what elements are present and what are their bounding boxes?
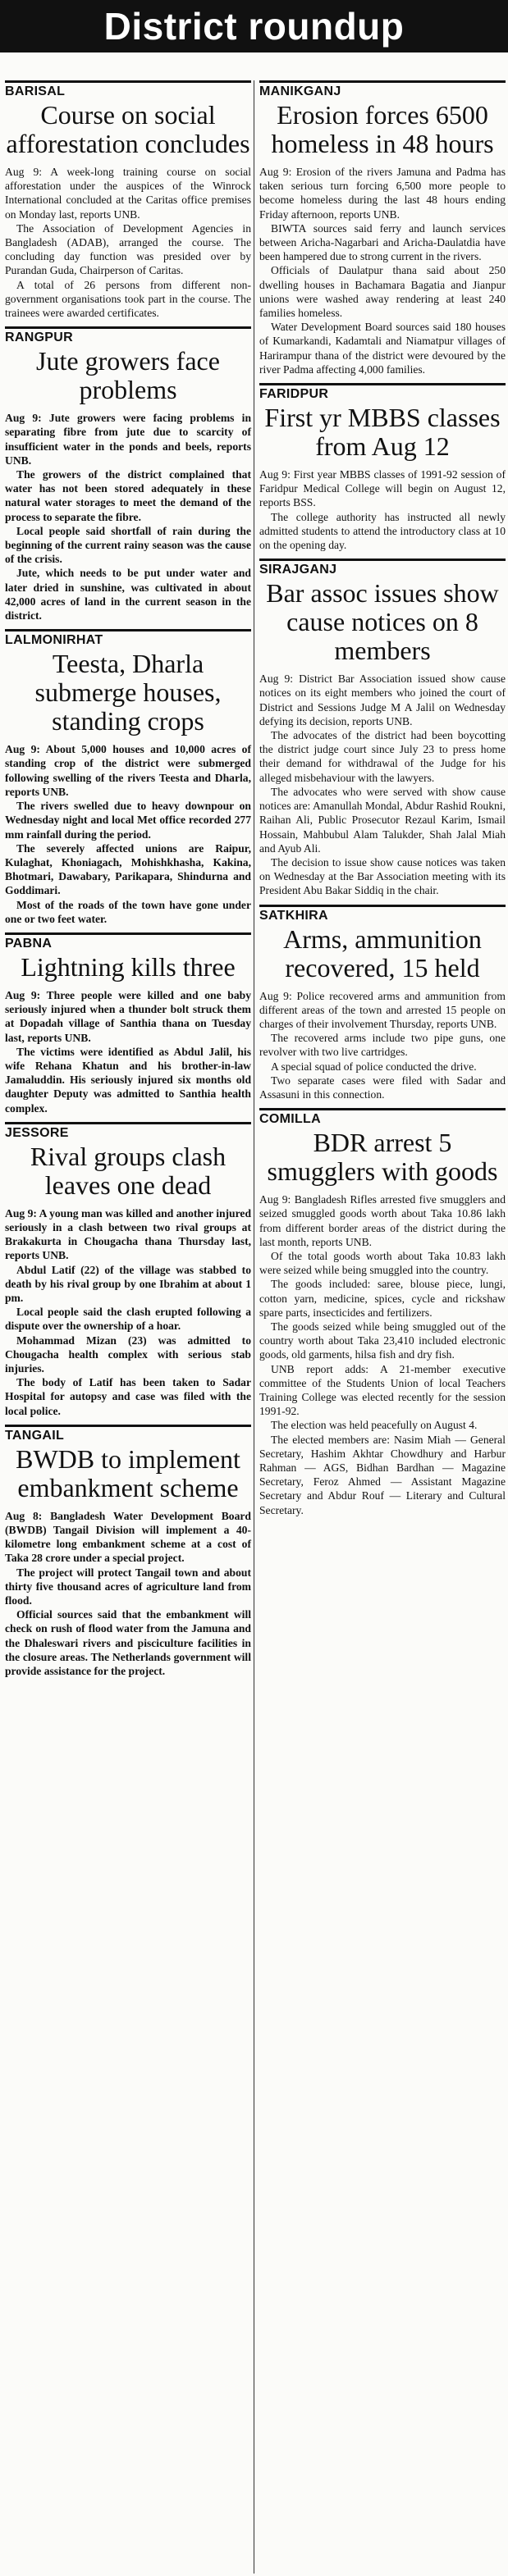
paragraph: Jute, which needs to be put under water and later dried in sunshine, was cultivated in about 42,000 acres of land in the current season in the district. <box>5 567 251 622</box>
story-body <box>5 411 251 622</box>
paragraph: Local people said the clash erupted following a dispute over the ownership of a hoar. <box>5 1306 251 1333</box>
paragraph: Aug 9: Erosion of the rivers Jamuna and Padma has taken serious turn forcing 6,500 more people to become homeless during the last 48 hours ending Friday afternoon, reports UNB. <box>259 166 506 221</box>
headline: Course on social afforestation concludes <box>6 100 250 158</box>
left-column <box>5 80 251 1685</box>
story-tangail <box>5 1425 251 1678</box>
story-body <box>259 1192 506 1517</box>
dateline: BARISAL <box>5 80 251 99</box>
paragraph: Aug 8: Bangladesh Water Development Board (BWDB) Tangail Division will implement a 40-kilometre long embankment scheme at a cost of Taka 28 crore under a special project. <box>5 1509 251 1565</box>
story-body <box>5 742 251 926</box>
dateline: SIRAJGANJ <box>259 559 506 577</box>
headline: Jute growers face problems <box>36 346 220 405</box>
paragraph: The advocates of the district had been boycotting the district judge court since July 23 to press home their demand for withdrawal of the Judge for his alleged misbehaviour with the lawyers. <box>259 729 506 784</box>
paragraph: BIWTA sources said ferry and launch services between Aricha-Nagarbari and Aricha-Daulatdia have been hampered due to strong current in the rivers. <box>259 221 506 263</box>
paragraph: Local people said shortfall of rain during the beginning of the current rainy season was the cause of the crisis. <box>5 524 251 566</box>
headline: Bar assoc issues show cause notices on 8 members <box>266 578 499 666</box>
headline: BDR arrest 5 smugglers with goods <box>267 1128 498 1187</box>
paragraph: The recovered arms include two pipe guns, one revolver with two live cartridges. <box>259 1032 506 1059</box>
story-body <box>259 672 506 897</box>
paragraph: Officials of Daulatpur thana said about 250 dwelling houses in Bachamara Bagatia and Jianpur unions were washed away rendering at least 240 families homeless. <box>259 264 506 320</box>
headline: Arms, ammunition recovered, 15 held <box>283 923 482 983</box>
paragraph: Two separate cases were filed with Sadar and Assasuni in this connection. <box>259 1074 506 1101</box>
dateline: SATKHIRA <box>259 905 506 923</box>
headline: BWDB to implement embankment scheme <box>16 1443 240 1502</box>
paragraph: Aug 9: Jute growers were facing problems in separating fibre from jute due to scarcity of insufficient water in the ponds and beels, reports UNB. <box>5 412 251 467</box>
paragraph: The growers of the district complained that water has not been stored adequately in these natural water storages to meet the demand of the process to separate the fibre. <box>5 468 251 523</box>
paragraph: The advocates who were served with show cause notices are: Amanullah Mondal, Abdur Rashid Roukni, Raihan Ali, Public Prosecutor Rezaul Karim, Ismail Hossain, Mahbubul Alam Talukder, Shah Jalal Miah and Ayub Ali. <box>259 785 506 855</box>
dateline: LALMONIRHAT <box>5 629 251 648</box>
story-pabna <box>5 932 251 1115</box>
paragraph: Official sources said that the embankment will check on rush of flood water from the Jamuna and the Dhaleswari rivers and pisciculture facilities in the closure areas. The Netherlands government will provide assistance for the project. <box>5 1608 251 1678</box>
dateline: COMILLA <box>259 1108 506 1127</box>
story-body <box>5 1206 251 1418</box>
paragraph: UNB report adds: A 21-member executive committee of the Students Union of local Teachers Training College was elected recently for the session 1991-92. <box>259 1362 506 1418</box>
story-body <box>259 467 506 552</box>
right-column <box>259 80 506 1524</box>
story-body <box>259 165 506 376</box>
headline: Lightning kills three <box>21 951 236 982</box>
dateline: PABNA <box>5 932 251 951</box>
paragraph: Most of the roads of the town have gone under one or two feet water. <box>5 898 251 925</box>
story-comilla <box>259 1108 506 1517</box>
paragraph: The elected members are: Nasim Miah — General Secretary, Hashim Akhtar Chowdhury and Harbur Rahman — AGS, Bidhan Bardhan — Magazine Secretary, Feroz Ahmed — Assistant Magazine Secretary and Abdur Rouf — Literary and Cultural Secretary. <box>259 1433 506 1516</box>
paragraph: Aug 9: A week-long training course on social afforestation under the auspices of the Winrock International concluded at the Caritas office premises on Monday last, reports UNB. <box>5 166 251 221</box>
dateline: RANGPUR <box>5 326 251 345</box>
paragraph: Water Development Board sources said 180 houses of Kumarkandi, Kadamtali and Niamatpur villages of Harirampur thana of the district were devoured by the river Padma affecting 4,000 families. <box>259 321 506 376</box>
story-body <box>259 989 506 1102</box>
story-manikganj <box>259 80 506 376</box>
paragraph: Aug 9: First year MBBS classes of 1991-92 session of Faridpur Medical College will begin on August 12, reports BSS. <box>259 468 506 509</box>
headline: Erosion forces 6500 homeless in 48 hours <box>271 100 494 158</box>
paragraph: The college authority has instructed all newly admitted students to attend the introductory class at 10 on the opening day. <box>259 510 506 552</box>
paragraph: Aug 9: Bangladesh Rifles arrested five smugglers and seized smuggled goods worth about Taka 10.86 lakh from different border areas of the district during the last month, reports UNB. <box>259 1193 506 1248</box>
paragraph: Mohammad Mizan (23) was admitted to Chougacha health complex with serious stab injuries. <box>5 1334 251 1375</box>
paragraph: The election was held peacefully on August 4. <box>271 1419 478 1432</box>
paragraph: The victims were identified as Abdul Jalil, his wife Rehana Khatun and his brother-in-law Jamaluddin. His seriously injured six months old daughter Deputy was admitted to Santhia health complex. <box>5 1045 251 1115</box>
paragraph: The goods included: saree, blouse piece, lungi, cotton yarn, medicine, spices, cycle and rickshaw spare parts, insecticides and fertilizers. <box>259 1278 506 1319</box>
story-jessore <box>5 1122 251 1418</box>
paragraph: A special squad of police conducted the drive. <box>271 1060 477 1073</box>
paragraph: The project will protect Tangail town and about thirty five thousand acres of agriculture land from flood. <box>5 1566 251 1607</box>
paragraph: Abdul Latif (22) of the village was stabbed to death by his rival group by one Ibrahim at about 1 pm. <box>5 1263 251 1304</box>
headline: Rival groups clash leaves one dead <box>30 1141 227 1200</box>
paragraph: The severely affected unions are Raipur, Kulaghat, Khoniagach, Mohishkhasha, Kakina, Bhotmari, Dawabary, Parikapara, Shindurna and Goddimari. <box>5 841 251 897</box>
paragraph: Aug 9: About 5,000 houses and 10,000 acres of standing crop of the district were submerged following swelling of the rivers Teesta and Dharla, reports UNB. <box>5 743 251 798</box>
paragraph: The rivers swelled due to heavy downpour on Wednesday night and local Met office recorded 277 mm rainfall during the period. <box>5 800 251 841</box>
story-faridpur <box>259 383 506 552</box>
dateline: FARIDPUR <box>259 383 506 402</box>
story-body <box>5 1509 251 1678</box>
story-barisal <box>5 80 251 320</box>
story-rangpur <box>5 326 251 622</box>
story-body <box>5 165 251 320</box>
story-satkhira <box>259 905 506 1102</box>
headline: Teesta, Dharla submerge houses, standing crops <box>34 649 222 736</box>
dateline: MANIKGANJ <box>259 80 506 99</box>
paragraph: Aug 9: A young man was killed and another injured seriously in a clash between two rival groups at Brakakurta in Chougacha thana Thursday last, reports UNB. <box>5 1206 251 1262</box>
dateline: JESSORE <box>5 1122 251 1141</box>
paragraph: The decision to issue show cause notices was taken on Wednesday at the Bar Association meeting with its President Abu Bakar Siddiq in the chair. <box>259 855 506 897</box>
paragraph: Aug 9: Police recovered arms and ammunition from different areas of the town and arrested 15 people on charges of their involvement Thursday, reports UNB. <box>259 989 506 1030</box>
story-sirajganj <box>259 559 506 897</box>
dateline: TANGAIL <box>5 1425 251 1443</box>
story-lalmonirhat <box>5 629 251 926</box>
paragraph: The Association of Development Agencies in Bangladesh (ADAB), arranged the course. The concluding day function was presided over by Purandan Guda, Chairperson of Caritas. <box>5 221 251 277</box>
headline: First yr MBBS classes from Aug 12 <box>264 403 501 462</box>
story-body <box>5 988 251 1115</box>
page-banner: District roundup <box>0 0 508 52</box>
paragraph: Aug 9: District Bar Association issued show cause notices on its eight members who joined the court of District and Sessions Judge M A Jalil on Wednesday defying its decision, reports UNB. <box>259 672 506 727</box>
paragraph: Of the total goods worth about Taka 10.83 lakh were seized while being smuggled into the country. <box>259 1249 506 1277</box>
paragraph: A total of 26 persons from different non-government organisations took part in the course. The trainees were awarded certificates. <box>5 278 251 320</box>
paragraph: The goods seized while being smuggled out of the country worth about Taka 23,410 included electronic goods, old garments, hilsa fish and dry fish. <box>259 1320 506 1361</box>
paragraph: Aug 9: Three people were killed and one baby seriously injured when a thunder bolt struck them at Dopadah village of Santhia thana on Tuesday last, reports UNB. <box>5 988 251 1044</box>
paragraph: The body of Latif has been taken to Sadar Hospital for autopsy and case was filed with the local police. <box>5 1376 251 1417</box>
